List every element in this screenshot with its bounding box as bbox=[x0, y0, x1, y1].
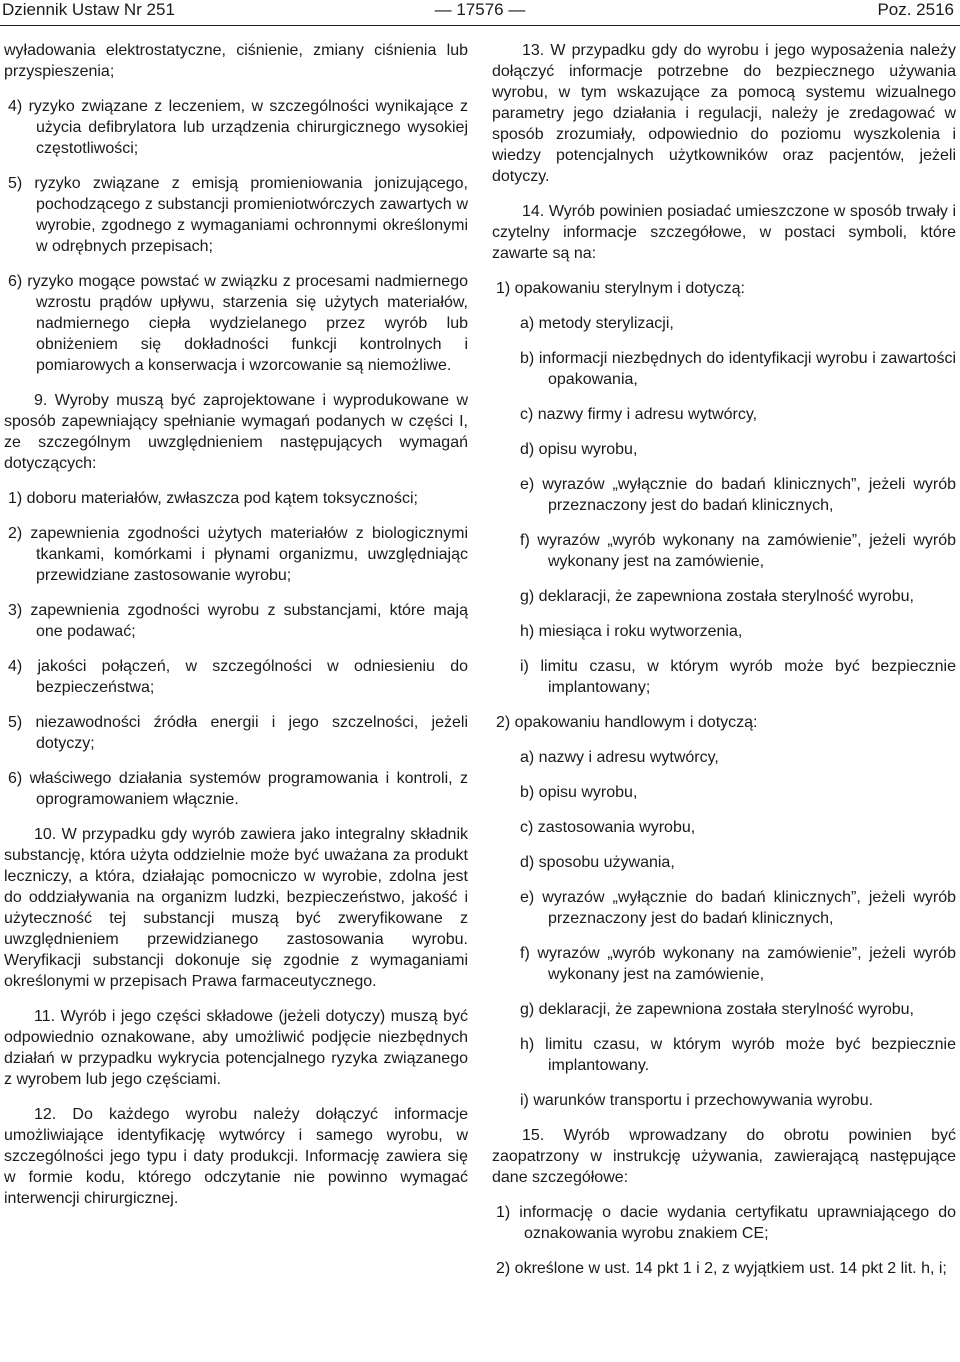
list-subitem: e) wyrazów „wyłącznie do badań klinicznych”, jeżeli wyrób przeznaczony jest do badań klinicznych, bbox=[520, 476, 956, 514]
list-subitem: g) deklaracji, że zapewniona została sterylność wyrobu, bbox=[520, 1001, 914, 1018]
list-subitem: b) opisu wyrobu, bbox=[520, 784, 638, 801]
list-subitem: c) zastosowania wyrobu, bbox=[520, 819, 696, 836]
list-subitem: c) nazwy firmy i adresu wytwórcy, bbox=[520, 406, 758, 423]
list-item: 4) ryzyko związane z leczeniem, w szczególności wynikające z użycia defibrylatora lub urządzenia chirurgicznego wysokiej częstotliwości; bbox=[8, 98, 468, 157]
list-subitem: b) informacji niezbędnych do identyfikacji wyrobu i zawartości opakowania, bbox=[520, 350, 956, 388]
list-subitem: f) wyrazów „wyrób wykonany na zamówienie”, jeżeli wyrób wykonany jest na zamówienie, bbox=[520, 532, 956, 570]
list-subitem: f) wyrazów „wyrób wykonany na zamówienie”, jeżeli wyrób wykonany jest na zamówienie, bbox=[520, 945, 956, 983]
paragraph: 15. Wyrób wprowadzany do obrotu powinien być zaopatrzony w instrukcję używania, zawierającą następujące dane szczegółowe: bbox=[492, 1127, 956, 1186]
list-subitem: a) nazwy i adresu wytwórcy, bbox=[520, 749, 719, 766]
paragraph: 9. Wyroby muszą być zaprojektowane i wyprodukowane w sposób zapewniający spełnianie wymagań podanych w części I, ze szczególnym uwzględnieniem następujących wymagań dotyczących: bbox=[4, 392, 468, 472]
list-subitem: a) metody sterylizacji, bbox=[520, 315, 674, 332]
left-column bbox=[4, 40, 468, 1223]
list-item: 1) opakowaniu sterylnym i dotyczą: bbox=[496, 280, 745, 297]
list-subitem: h) miesiąca i roku wytworzenia, bbox=[520, 623, 743, 640]
paragraph: 12. Do każdego wyrobu należy dołączyć informacje umożliwiające identyfikację wytwórcy i samego wyrobu, w szczególności jego typu i daty produkcji. Informację zawiera się w formie kodu, którego odczytanie nie powinno wymagać interwencji chirurgicznej. bbox=[4, 1106, 468, 1207]
list-subitem: d) opisu wyrobu, bbox=[520, 441, 638, 458]
list-item: 5) ryzyko związane z emisją promieniowania jonizującego, pochodzącego z substancji promieniotwórczych zawartych w wyrobie, zgodnego z wymaganiami ochronnymi określonymi w odrębnych przepisach; bbox=[8, 175, 468, 255]
right-column bbox=[492, 40, 956, 1293]
journal-title: Dziennik Ustaw Nr 251 bbox=[2, 0, 175, 19]
paragraph: 14. Wyrób powinien posiadać umieszczone w sposób trwały i czytelny informacje szczegółowe, w postaci symboli, które zawarte są na: bbox=[492, 203, 956, 262]
list-item: 1) informację o dacie wydania certyfikatu uprawniającego do oznakowania wyrobu znakiem CE; bbox=[496, 1204, 956, 1242]
list-item: 3) zapewnienia zgodności wyrobu z substancjami, które mają one podawać; bbox=[8, 602, 468, 640]
list-subitem: i) warunków transportu i przechowywania wyrobu. bbox=[520, 1092, 874, 1109]
paragraph: 10. W przypadku gdy wyrób zawiera jako integralny składnik substancję, która użyta oddzielnie może być uważana za produkt leczniczy, a która, działając pomocniczo w wyrobie, zdolna jest do oddziaływania na organizm ludzki, bezpieczeństwo, jakość i użyteczność tej substancji muszą być zweryfikowane z uwzględnieniem przewidzianego zastosowania wyrobu. Weryfikacji substancji dokonuje się zgodnie z wymaganiami określonymi w przepisach Prawa farmaceutycznego. bbox=[4, 826, 468, 990]
list-subitem: i) limitu czasu, w którym wyrób może być bezpiecznie implantowany; bbox=[520, 658, 956, 696]
paragraph: wyładowania elektrostatyczne, ciśnienie, zmiany ciśnienia lub przyspieszenia; bbox=[4, 42, 468, 80]
list-subitem: d) sposobu używania, bbox=[520, 854, 675, 871]
list-item: 6) ryzyko mogące powstać w związku z procesami nadmiernego wzrostu prądów upływu, starzenia się użytych materiałów, nadmiernego ciepła wydzielanego przez wyrób lub obniżeniem się dokładności funkcji kontrolnych i pomiarowych a konserwacja i wzorcowanie są niemożliwe. bbox=[8, 273, 468, 374]
list-item: 5) niezawodności źródła energii i jego szczelności, jeżeli dotyczy; bbox=[8, 714, 468, 752]
list-subitem: e) wyrazów „wyłącznie do badań klinicznych”, jeżeli wyrób przeznaczony jest do badań klinicznych, bbox=[520, 889, 956, 927]
paragraph: 11. Wyrób i jego części składowe (jeżeli dotyczy) muszą być odpowiednio oznakowane, aby umożliwić podjęcie niezbędnych działań w przypadku wykrycia potencjalnego ryzyka związanego z wyrobem lub jego częściami. bbox=[4, 1008, 468, 1088]
page-number: — 17576 — bbox=[434, 0, 526, 19]
paragraph: 13. W przypadku gdy do wyrobu i jego wyposażenia należy dołączyć informacje potrzebne do bezpiecznego używania wyrobu, w tym wskazujące za pomocą systemu wizualnego parametry jego działania i regulacji, należy je zredagować w sposób zrozumiały, odpowiednio do poziomu wyszkolenia i wiedzy potencjalnych użytkowników oraz pacjentów, jeżeli dotyczy. bbox=[492, 42, 956, 185]
list-item: 2) opakowaniu handlowym i dotyczą: bbox=[496, 714, 758, 731]
list-item: 2) zapewnienia zgodności użytych materiałów z biologicznymi tkankami, komórkami i płynami organizmu, uwzględniając przewidziane zastosowanie wyrobu; bbox=[8, 525, 468, 584]
list-item: 2) określone w ust. 14 pkt 1 i 2, z wyjątkiem ust. 14 pkt 2 lit. h, i; bbox=[496, 1260, 947, 1277]
list-item: 1) doboru materiałów, zwłaszcza pod kątem toksyczności; bbox=[8, 490, 418, 507]
list-subitem: g) deklaracji, że zapewniona została sterylność wyrobu, bbox=[520, 588, 914, 605]
position-number: Poz. 2516 bbox=[877, 0, 954, 19]
list-item: 6) właściwego działania systemów programowania i kontroli, z oprogramowaniem włącznie. bbox=[8, 770, 468, 808]
list-subitem: h) limitu czasu, w którym wyrób może być bezpiecznie implantowany. bbox=[520, 1036, 956, 1074]
header-rule bbox=[0, 25, 960, 26]
list-item: 4) jakości połączeń, w szczególności w odniesieniu do bezpieczeństwa; bbox=[8, 658, 468, 696]
page-header bbox=[0, 0, 960, 24]
